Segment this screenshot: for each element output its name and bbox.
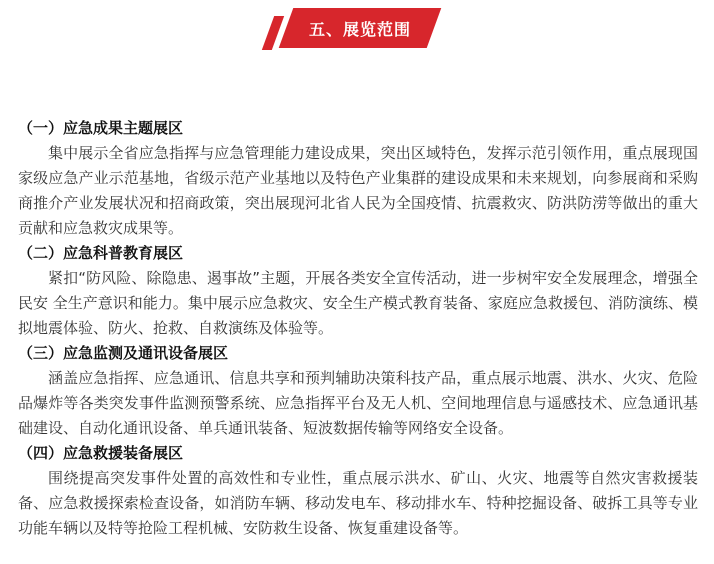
section-1-title: （一）应急成果主题展区 [18, 119, 184, 137]
document-body [18, 116, 698, 541]
section-1-body: 集中展示全省应急指挥与应急管理能力建设成果，突出区域特色，发挥示范引领作用，重点展现国家级应急产业示范基地，省级示范产业基地以及特色产业集群的建设成果和未来规划，向参展商和采购商推介产业发展状况和招商政策，突出展现河北省人民为全国疫情、抗震救灾、防洪防涝等做出的重大贡献和应急救灾成果等。 [18, 144, 698, 237]
section-4-title: （四）应急救援装备展区 [18, 444, 184, 462]
banner-title: 五、展览范围 [308, 19, 411, 39]
section-4-body: 围绕提高突发事件处置的高效性和专业性，重点展示洪水、矿山、火灾、地震等自然灾害救援装备、应急救援探索检查设备，如消防车辆、移动发电车、移动排水车、特种挖掘设备、破拆工具等专业功能车辆以及特等抢险工程机械、安防救生设备、恢复重建设备等。 [18, 469, 698, 537]
section-2-body: 紧扣“防风险、除隐患、遏事故”主题，开展各类安全宣传活动，进一步树牢安全发展理念，增强全民安 全生产意识和能力。集中展示应急救灾、安全生产模式教育装备、家庭应急救援包、消防演练、模拟地震体验、防火、抢救、自救演练及体验等。 [18, 269, 698, 337]
section-3-title: （三）应急监测及通讯设备展区 [18, 344, 229, 362]
section-banner [268, 6, 440, 50]
section-2-title: （二）应急科普教育展区 [18, 244, 184, 262]
section-3-body: 涵盖应急指挥、应急通讯、信息共享和预判辅助决策科技产品，重点展示地震、洪水、火灾、危险品爆炸等各类突发事件监测预警系统、应急指挥平台及无人机、空间地理信息与遥感技术、应急通讯基础建设、自动化通讯设备、单兵通讯装备、短波数据传输等网络安全设备。 [18, 369, 698, 437]
